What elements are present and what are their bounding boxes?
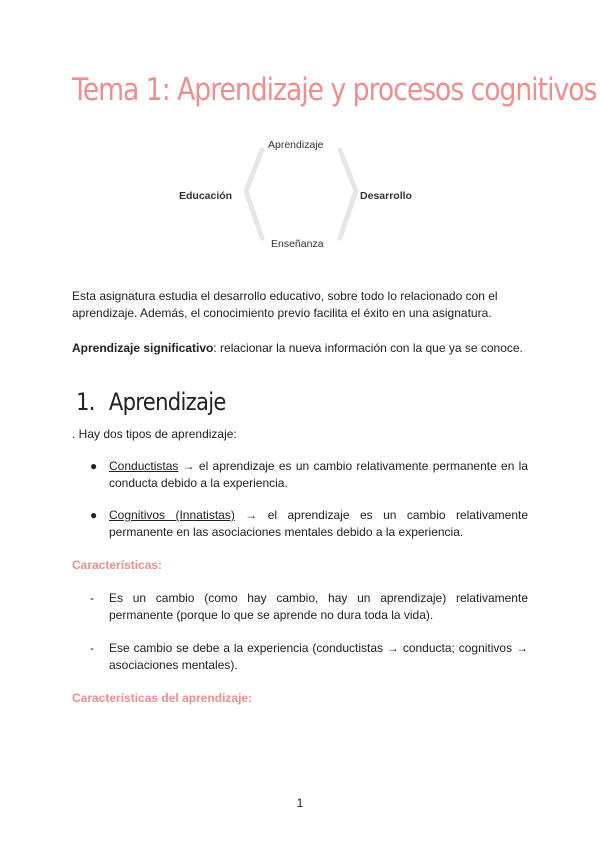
section-heading <box>76 388 226 416</box>
dash-icon: - <box>90 591 94 605</box>
list-item-text: Es un cambio (como hay cambio, hay un aprendizaje) relativamente permanente (porque lo que se aprende no dura toda la vida). <box>109 591 528 622</box>
section-number: 1. <box>76 388 95 416</box>
characteristics-heading: Características: <box>72 558 163 572</box>
page-title: Tema 1: Aprendizaje y procesos cognitivos <box>72 72 597 108</box>
list-item-text <box>109 458 528 492</box>
bullet-icon: ● <box>90 459 98 473</box>
concept-diagram <box>170 134 430 254</box>
dash-icon: - <box>90 641 94 655</box>
diagram-label-right: Desarrollo <box>360 190 412 202</box>
left-bracket <box>246 150 262 238</box>
list-item-description: → el aprendizaje es un cambio relativamente permanente en las asociaciones mentales debido a la experiencia. <box>109 508 529 539</box>
intro-paragraph: Esta asignatura estudia el desarrollo educativo, sobre todo lo relacionado con el aprendizaje. Además, el conocimiento previo facilita el éxito en una asignatura. <box>72 289 498 320</box>
learning-characteristics-heading: Características del aprendizaje: <box>72 691 253 705</box>
significativo-term: Aprendizaje significativo <box>72 341 214 355</box>
list-item-text <box>109 507 528 541</box>
page-number: 1 <box>296 796 304 810</box>
significativo-definition: : relacionar la nueva información con la que ya se conoce. <box>213 341 523 355</box>
list-item-description: → el aprendizaje es un cambio relativamente permanente en la conducta debido a la experiencia. <box>109 459 528 490</box>
list-item-term: Conductistas <box>109 459 179 473</box>
diagram-label-bottom: Enseñanza <box>271 238 324 250</box>
bullet-icon: ● <box>90 508 98 522</box>
section-intro: . Hay dos tipos de aprendizaje: <box>72 427 237 441</box>
right-bracket <box>340 150 356 238</box>
section-title: Aprendizaje <box>108 388 226 416</box>
list-item-term: Cognitivos (Innatistas) <box>109 508 235 522</box>
list-item-text: Ese cambio se debe a la experiencia (conductistas → conducta; cognitivos → asociaciones mentales). <box>109 641 528 672</box>
significativo-paragraph <box>72 340 528 357</box>
diagram-label-left: Educación <box>179 190 233 202</box>
diagram-label-top: Aprendizaje <box>268 139 324 151</box>
